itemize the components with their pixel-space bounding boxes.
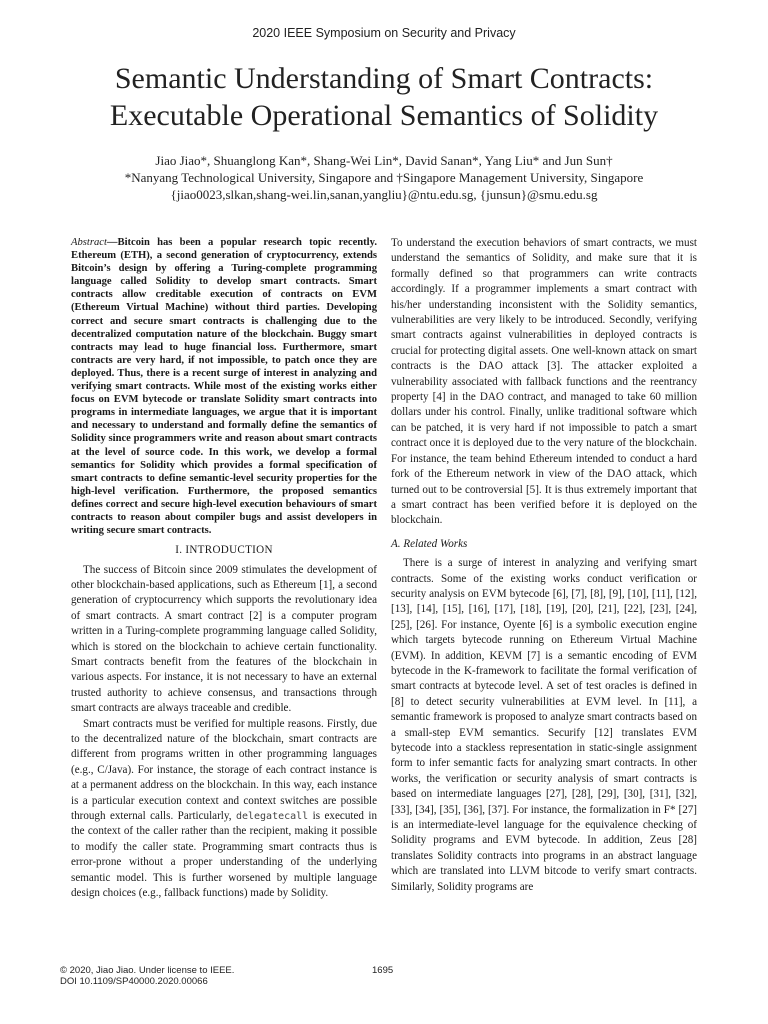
intro-paragraph-2 [71, 717, 377, 902]
subsection-heading-related-works: A. Related Works [391, 537, 468, 550]
affiliation-line: *Nanyang Technological University, Singapore and †Singapore Management University, Singapore [124, 170, 644, 185]
paper-title [40, 60, 728, 134]
title-line-2: Executable Operational Semantics of Solidity [109, 99, 659, 132]
right-paragraph-1: To understand the execution behaviors of smart contracts, we must understand the semantics of Solidity, and make sure that it is formally defined so that programmers can write contracts accordingly. If a programmer implements a smart contract with his/her understanding inconsistent with the Solidity semantics, vulnerabilities are very likely to be introduced. Secondly, verifying smart contracts against vulnerabilities in deployed contracts is crucial for protecting digital assets. One well-known attack on smart contracts is the DAO attack [3]. The attacker exploited a vulnerability associated with fallback functions and the reentrancy property [4] in the DAO contract, and managed to take 60 million dollars under his control. Finally, unlike traditional software which can be patched, it is very hard if not impossible to patch a smart contract once it is deployed due to the very nature of the blockchain. For instance, the team behind Ethereum intended to conduct a hard fork of the Ethereum network in view of the DAO attack, which turned out to be controversial [5]. It is thus extremely important that a smart contract has been verified before it is deployed on the blockchain. [391, 237, 697, 527]
abstract-body: —Bitcoin has been a popular research topic recently. Ethereum (ETH), a second generation of cryptocurrency, extends Bitcoin’s design by offering a Turing-complete programming language called Solidity to develop smart contracts. Smart contracts allow creditable execution of contracts on EVM (Ethereum Virtual Machine) without third parties. Developing correct and secure smart contracts is challenging due to the decentralized computation nature of the blockchain. Buggy smart contracts may lead to huge financial loss. Furthermore, smart contracts are very hard, if not impossible, to patch once they are deployed. Thus, there is a recent surge of interest in analyzing and verifying smart contracts. While most of the existing works either focus on EVM bytecode or translate Solidity smart contracts into programs in intermediate languages, we argue that it is important and necessary to understand and formally define the semantics of Solidity since programmers write and reason about smart contracts at the level of source code. In this work, we develop a formal semantics for Solidity which provides a formal specification of smart contracts to define semantic-level security properties for the high-level verification. Furthermore, the proposed semantics defines correct and secure high-level execution behaviours of smart contracts to reason about compiler bugs and assist developers in writing secure smart contracts. [71, 237, 377, 537]
author-block [0, 152, 768, 203]
footer-license [60, 965, 234, 987]
doi-line: DOI 10.1109/SP40000.2020.00066 [60, 976, 208, 987]
abstract-lead: Abstract [71, 237, 107, 248]
section-heading-introduction: I. INTRODUCTION [175, 544, 273, 557]
title-line-1: Semantic Understanding of Smart Contracts: [114, 62, 654, 95]
email-line: {jiao0023,slkan,shang-wei.lin,sanan,yangliu}@ntu.edu.sg, {junsun}@smu.edu.sg [170, 187, 598, 202]
inline-code-delegatecall: delegatecall [235, 811, 309, 823]
authors-line: Jiao Jiao*, Shuanglong Kan*, Shang-Wei Lin*, David Sanan*, Yang Liu* and Jun Sun† [155, 153, 613, 168]
abstract [71, 236, 377, 537]
license-line: © 2020, Jiao Jiao. Under license to IEEE. [60, 965, 235, 976]
intro-paragraph-1: The success of Bitcoin since 2009 stimulates the development of other blockchain-based applications, such as Ethereum [1], a second generation of cryptocurrency which supports the revolutionary idea of smart contracts. A smart contract [2] is a computer program written in a Turing-complete programming language called Solidity, which is stored on the blockchain to achieve certain functionality. Smart contracts benefit from the features of the blockchain in various aspects. For instance, it is not necessary to have an external trusted authority to achieve consensus, and transactions through smart contracts are always traceable and credible. [71, 563, 377, 715]
venue-header: 2020 IEEE Symposium on Security and Privacy [252, 26, 516, 40]
intro-paragraph-2-part-b: is executed in the context of the caller rather than the recipient, making it possible to modify the caller state. Programming smart contracts thus is error-prone without a proper understanding of the underlying semantic model. This is further worsened by multiple language design choices (e.g., fallback functions) made by Solidity. [71, 810, 377, 900]
page-number: 1695 [372, 965, 394, 976]
right-column [391, 236, 697, 895]
intro-paragraph-2-part-a: Smart contracts must be verified for multiple reasons. Firstly, due to the decentralized nature of the blockchain, smart contracts are different from programs written in other programming languages (e.g., C/Java). For instance, the storage of each contract instance is at a permanent address on the blockchain. In this way, each instance is a particular execution context and context switches are possible through external calls. Particularly, [71, 717, 377, 823]
related-works-paragraph: There is a surge of interest in analyzing and verifying smart contracts. Some of the existing works conduct verification or security analysis on EVM bytecode [6], [7], [8], [9], [10], [11], [12], [13], [14], [15], [16], [17], [18], [19], [20], [21], [22], [23], [24], [25], [26]. For instance, Oyente [6] is a symbolic execution engine which targets bytecode running on Ethereum Virtual Machine (EVM). In addition, KEVM [7] is a semantic encoding of EVM bytecode in the K-framework to facilitate the formal verification of smart contracts at bytecode level. A set of test oracles is defined in [8] to detect security vulnerabilities at EVM level. In [11], a semantic framework is proposed to analyze smart contracts based on a small-step EVM semantics. Securify [12] translates EVM bytecode into a stackless representation in static-single assignment form to infer semantic facts for analyzing smart contracts. In other works, the verification or security analysis of smart contracts is based on intermediate languages [27], [28], [29], [30], [31], [32], [33], [34], [35], [36], [37]. For instance, the formalization in F* [27] is an intermediate-level language for the equivalence checking of Solidity programs and EVM bytecode. In addition, Zeus [28] translates Solidity contracts into programs in an abstract language which are translated into LLVM bitcode to verify smart contracts. Similarly, Solidity programs are [391, 557, 697, 893]
left-column [71, 236, 377, 902]
